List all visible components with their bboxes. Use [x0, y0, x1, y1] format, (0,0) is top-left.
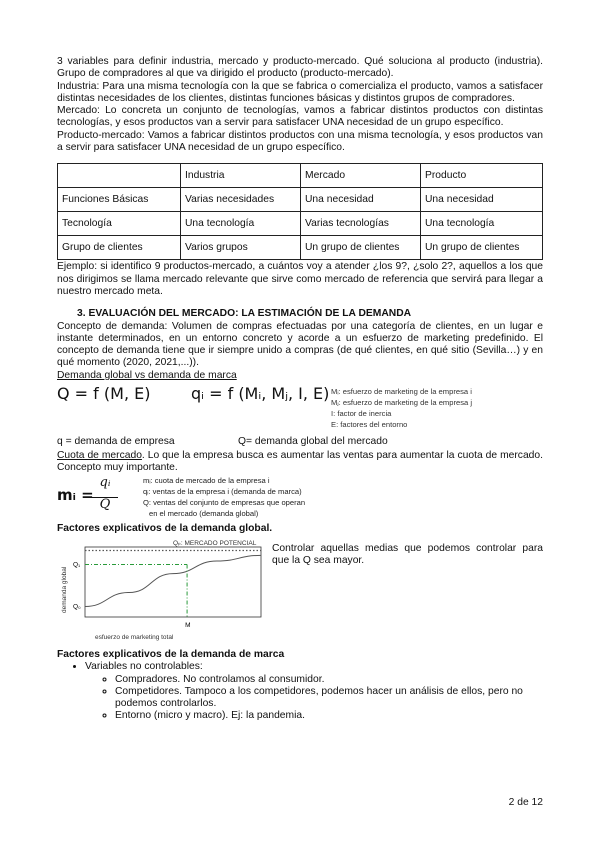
page-number: 2 de 12	[508, 797, 543, 808]
market-share-symbol: mᵢ =	[57, 485, 94, 504]
market-share-paragraph	[57, 450, 543, 475]
demand-chart	[57, 537, 267, 645]
plot-frame	[85, 547, 261, 617]
legend-item: qᵢ: ventas de la empresa i (demanda de marca)	[143, 486, 302, 496]
demand-chart-row	[57, 537, 543, 645]
demand-concept-paragraph: Concepto de demanda: Volumen de compras efectuadas por una categoría de clientes, en un lugar e instante determinados, en un entorno concreto y acorde a un esfuerzo de marketing predefinido. El concepto de demanda tiene que ir siempre unido a compras (de qué clientes, en qué sitio (Sevilla…) y en qué momento (2020, 2021,...)).	[57, 320, 543, 369]
table-header-cell: Producto	[421, 164, 543, 188]
brand-factors-title: Factores explicativos de la demanda de marca	[57, 648, 285, 660]
table-cell: Un grupo de clientes	[301, 236, 421, 260]
table-cell: Varias necesidades	[181, 188, 301, 212]
demand-formulas	[57, 386, 543, 436]
fraction-numerator: qᵢ	[99, 474, 111, 490]
demand-curve	[85, 555, 261, 606]
intro-paragraph-1: 3 variables para definir industria, mercado y producto-mercado. Qué soluciona al producto (industria). Grupo de compradores al que va dirigido el producto (producto-mercado).	[57, 56, 543, 80]
intro-paragraph-3: Mercado: Lo concreta un conjunto de tecnologías, vamos a fabricar distintos productos con distintas tecnologías, y esos productos van a servir para satisfacer UNA necesidad de un grupo específico.	[57, 105, 543, 129]
legend-item: E: factores del entorno	[331, 420, 408, 430]
table-row	[58, 236, 543, 260]
page-content	[57, 56, 543, 723]
demand-subheading: Demanda global vs demanda de marca	[57, 369, 237, 381]
table-cell: Una necesidad	[421, 188, 543, 212]
legend-item: Mⱼ: esfuerzo de marketing de la empresa j	[331, 398, 473, 408]
section-heading: 3. EVALUACIÓN DEL MERCADO: LA ESTIMACIÓN DE LA DEMANDA	[77, 308, 412, 320]
fraction-denominator: Q	[99, 496, 111, 512]
list-item: ◦ Competidores. Tampoco a los competidores, podemos hacer un análisis de ellos, pero no podemos controlarlos.	[115, 686, 543, 711]
legend-item: mᵢ: cuota de mercado de la empresa i	[143, 475, 270, 485]
demand-definitions	[57, 436, 543, 450]
legend-item: Q: ventas del conjunto de empresas que operan	[143, 497, 306, 507]
market-share-formula	[57, 475, 543, 523]
global-demand-formula: Q = f (M, E)	[57, 384, 151, 404]
y-tick-q1: Q₁	[73, 561, 81, 569]
table-header-cell	[58, 164, 181, 188]
table-row	[58, 212, 543, 236]
table-cell: Un grupo de clientes	[421, 236, 543, 260]
table-cell: Tecnología	[58, 212, 181, 236]
example-paragraph: Ejemplo: si identifico 9 productos-mercado, a cuántos voy a atender ¿los 9?, ¿solo 2?, aquellos a los que nos dirigimos se llama mercado relevante que sirve como mercado de referencia que servirá para llegar a nuestro mercado meta.	[57, 261, 543, 297]
table-cell: Una necesidad	[301, 188, 421, 212]
table-cell: Grupo de clientes	[58, 236, 181, 260]
list-item: ◦ Entorno (micro y macro). Ej: la pandemia.	[115, 710, 543, 722]
table-cell: Varias tecnologías	[301, 212, 421, 236]
potential-market-label: Qₚ: MERCADO POTENCIAL	[173, 539, 257, 547]
market-share-legend	[143, 475, 305, 519]
table-cell: Varios grupos	[181, 236, 301, 260]
list-item	[85, 661, 543, 722]
sub-list	[85, 674, 543, 723]
table-cell: Una tecnología	[421, 212, 543, 236]
brand-factors-list	[57, 661, 543, 722]
table-cell: Funciones Básicas	[58, 188, 181, 212]
legend-item: I: factor de inercia	[331, 409, 392, 419]
global-factors-title: Factores explicativos de la demanda global.	[57, 522, 273, 534]
intro-paragraph-4: Producto-mercado: Vamos a fabricar distintos productos con una misma tecnología, y esos productos van a servir para satisfacer UNA necesidad de un grupo específico.	[57, 129, 543, 154]
legend-item: Mᵢ: esfuerzo de marketing de la empresa i	[331, 387, 472, 397]
comparison-table	[57, 163, 543, 260]
y-axis-label: demanda global	[61, 566, 68, 613]
y-tick-q0: Q₀	[73, 603, 81, 611]
market-share-label: Cuota de mercado	[57, 450, 142, 462]
brand-demand-formula: qᵢ = f (Mᵢ, Mⱼ, I, E)	[191, 384, 330, 404]
x-axis-label: esfuerzo de marketing total	[95, 633, 174, 641]
table-header-cell: Mercado	[301, 164, 421, 188]
company-demand-definition: q = demanda de empresa	[57, 436, 175, 448]
legend-item: en el mercado (demanda global)	[149, 508, 259, 518]
global-demand-definition: Q= demanda global del mercado	[238, 436, 388, 448]
table-row	[58, 188, 543, 212]
market-share-text: . Lo que la empresa busca es aumentar las ventas para aumentar la cuota de mercado. Concepto muy importante.	[57, 450, 543, 474]
intro-paragraph-2: Industria: Para una misma tecnología con la que se fabrica o comercializa el producto, vamos a satisfacer distintas necesidades de los clientes, distintas funciones básicas y distintos grupos de compradores.	[57, 80, 543, 104]
table-header-row	[58, 164, 543, 188]
formula-legend	[331, 386, 472, 430]
list-item: ◦ Compradores. No controlamos al consumidor.	[115, 674, 543, 686]
table-cell: Una tecnología	[181, 212, 301, 236]
chart-explanation: Controlar aquellas medias que podemos controlar para que la Q sea mayor.	[272, 542, 543, 567]
list-item-text: Variables no controlables:	[85, 661, 203, 673]
table-header-cell: Industria	[181, 164, 301, 188]
x-tick-m: M	[185, 621, 191, 629]
